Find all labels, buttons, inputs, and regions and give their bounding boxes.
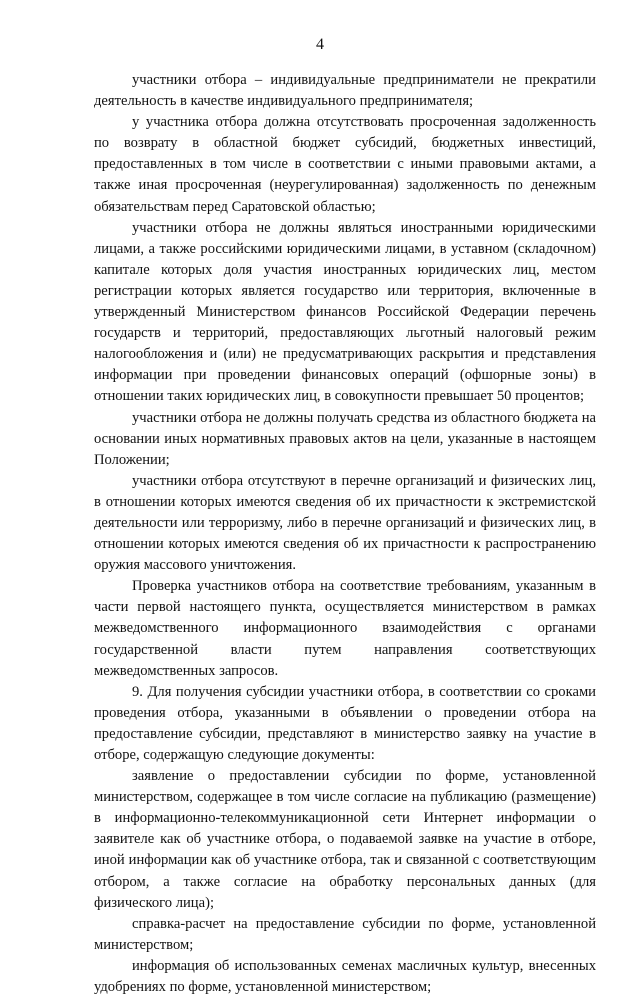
paragraph: у участника отбора должна отсутствовать просроченная задолженность по возврату в областной бюджет субсидий, бюджетных инвестиций, предоставленных в том числе в соответствии с иными правовыми актами, а также иная просроченная (неурегулированная) задолженность по денежным обязательствам перед Саратовской областью;: [94, 114, 596, 215]
paragraph: заявление о предоставлении субсидии по форме, установленной министерством, содержащее в том числе согласие на публикацию (размещение) в информационно-телекоммуникационной сети Интернет информации о заявителе как об участнике отбора, о подаваемой заявке на участие в отборе, иной информации как об участнике отбора, так и связанной с соответствующим отбором, а также согласие на обработку персональных данных (для физического лица);: [94, 768, 596, 911]
paragraph: Проверка участников отбора на соответствие требованиям, указанным в части первой настоящего пункта, осуществляется министерством в рамках межведомственного информационного взаимодействия с органами государственной власти путем направления соответствующих межведомственных запросов.: [94, 578, 596, 679]
page-number: 4: [316, 36, 324, 53]
paragraph: участники отбора отсутствуют в перечне организаций и физических лиц, в отношении которых имеются сведения об их причастности к экстремистской деятельности или терроризму, либо в перечне организаций и физических лиц, в отношении которых имеются сведения об их причастности к распространению оружия массового уничтожения.: [94, 472, 596, 574]
paragraph: участники отбора не должны являться иностранными юридическими лицами, а также российскими юридическими лицами, в уставном (складочном) капитале которых доля участия иностранных юридических лиц, местом регистрации которых является государство или территория, включенные в утвержденный Министерством финансов Российской Федерации перечень государств и территорий, предоставляющих льготный налоговый режим налогообложения и (или) не предусматривающих раскрытия и представления информации при проведении финансовых операций (офшорные зоны) в отношении таких юридических лиц, в совокупности превышает 50 процентов;: [94, 219, 596, 405]
paragraph: справка-расчет на предоставление субсидии по форме, установленной министерством;: [94, 915, 596, 953]
paragraph: 9. Для получения субсидии участники отбора, в соответствии со сроками проведения отбора, указанными в объявлении о проведении отбора на предоставление субсидии, представляют в министерство заявку на участие в отборе, содержащую следующие документы:: [94, 683, 596, 763]
paragraph: участники отбора не должны получать средства из областного бюджета на основании иных нормативных правовых актов на цели, указанные в настоящем Положении;: [94, 409, 596, 468]
paragraph: информация об использованных семенах масличных культур, внесенных удобрениях по форме, установленной министерством;: [94, 957, 596, 996]
paragraph: участники отбора – индивидуальные предприниматели не прекратили деятельность в качестве индивидуального предпринимателя;: [94, 72, 596, 110]
document-body: [94, 70, 596, 998]
